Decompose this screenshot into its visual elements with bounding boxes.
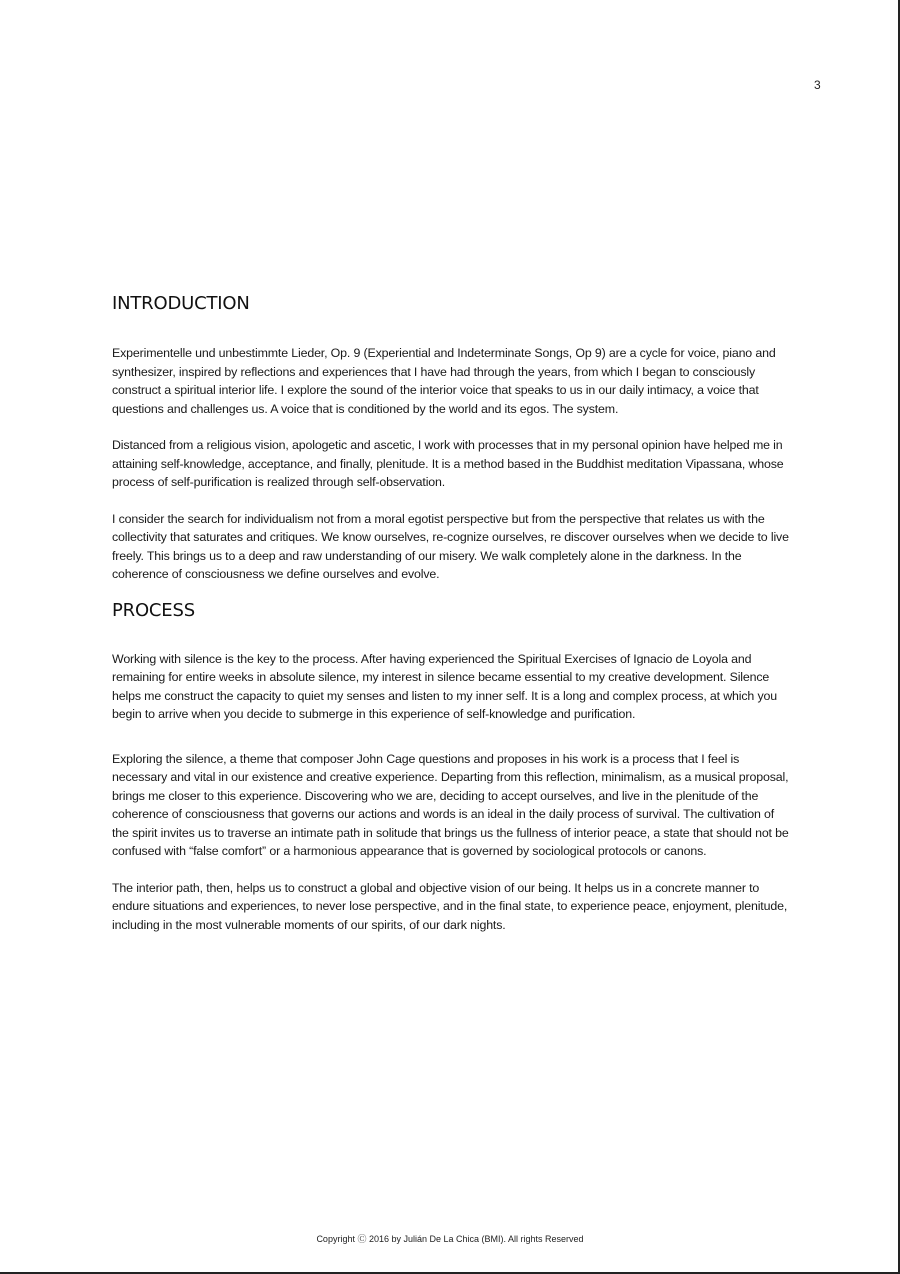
page-number: 3 bbox=[814, 78, 821, 92]
process-paragraph-1: Working with silence is the key to the process. After having experienced the Spiritual Exercises of Ignacio de Loyola and remaining for entire weeks in absolute silence, my interest in silence became essential to my creative development. Silence helps me construct the capacity to quiet my senses and listen to my inner self. It is a long and complex process, at which you begin to arrive when you decide to submerge in this experience of self-knowledge and purification. bbox=[112, 651, 777, 721]
introduction-heading: INTRODUCTION bbox=[112, 293, 250, 314]
introduction-paragraph-1: Experimentelle und unbestimmte Lieder, Op. 9 (Experiential and Indeterminate Songs, Op 9) are a cycle for voice, piano and synthesizer, inspired by reflections and experiences that I have had through the years, from which I began to consciously construct a spiritual interior life. I explore the sound of the interior voice that speaks to us in our daily intimacy, a voice that questions and challenges us. A voice that is conditioned by the world and its egos. The system. bbox=[112, 346, 776, 416]
document-body bbox=[112, 293, 792, 952]
copyright-footer: Copyright Ⓒ 2016 by Julián De La Chica (BMI). All rights Reserved bbox=[316, 1234, 584, 1244]
process-paragraph-2: Exploring the silence, a theme that composer John Cage questions and proposes in his work is a process that I feel is necessary and vital in our existence and creative experience. Departing from this reflection, minimalism, as a musical proposal, brings me closer to this experience. Discovering who we are, deciding to accept ourselves, and live in the plenitude of the coherence of consciousness that governs our actions and words is an ideal in the daily process of survival. The cultivation of the spirit invites us to traverse an intimate path in solitude that brings us the fullness of interior peace, a state that should not be confused with “false comfort” or a harmonious appearance that is governed by sociological protocols or canons. bbox=[112, 751, 789, 858]
process-paragraph-3: The interior path, then, helps us to construct a global and objective vision of our being. It helps us in a concrete manner to endure situations and experiences, to never lose perspective, and in the final state, to experience peace, enjoyment, plenitude, including in the most vulnerable moments of our spirits, of our dark nights. bbox=[112, 880, 788, 932]
process-heading: PROCESS bbox=[112, 599, 195, 621]
introduction-paragraph-2: Distanced from a religious vision, apologetic and ascetic, I work with processes that in my personal opinion have helped me in attaining self-knowledge, acceptance, and finally, plenitude. It is a method based in the Buddhist meditation Vipassana, whose process of self-purification is realized through self-observation. bbox=[112, 438, 784, 489]
introduction-paragraph-3: I consider the search for individualism not from a moral egotist perspective but from the perspective that relates us with the collectivity that saturates and critiques. We know ourselves, re-cognize ourselves, re discover ourselves when we decide to live freely. This brings us to a deep and raw understanding of our misery. We walk completely alone in the darkness. In the coherence of consciousness we define ourselves and evolve. bbox=[112, 511, 789, 581]
